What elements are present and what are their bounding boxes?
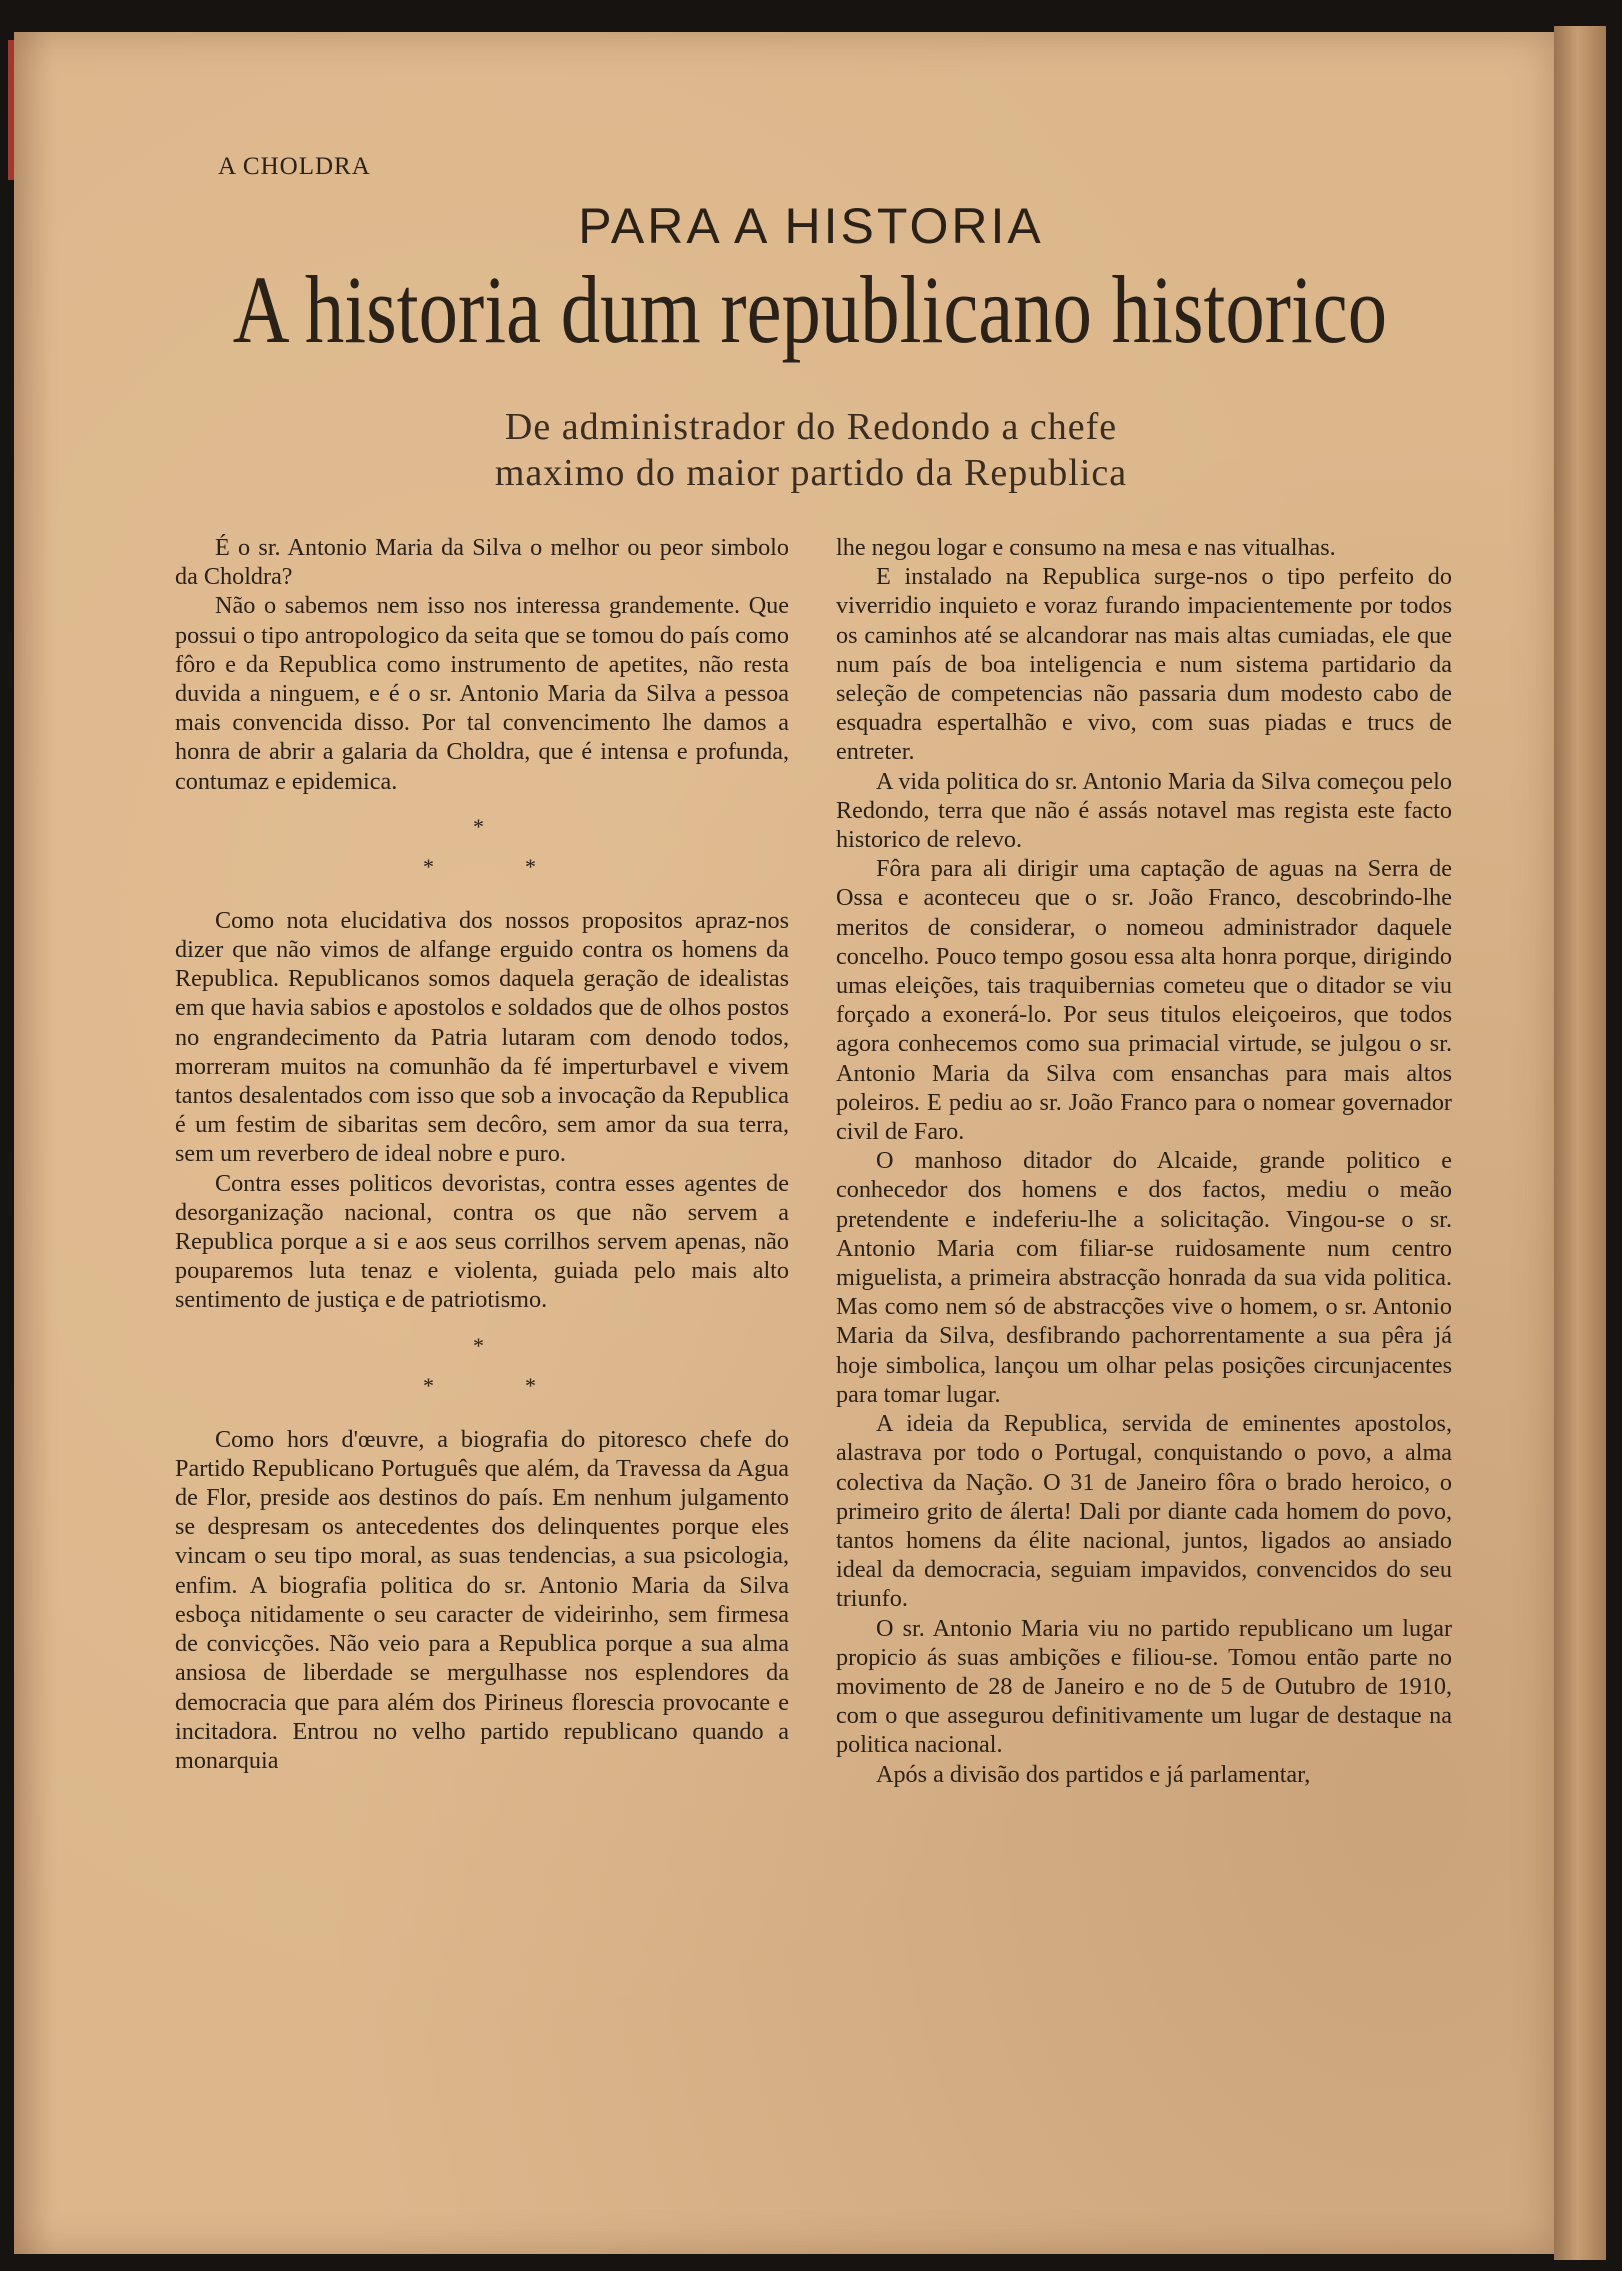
- left-column: [175, 533, 789, 1775]
- masthead: A CHOLDRA: [218, 153, 371, 180]
- paragraph: Como hors d'œuvre, a biografia do pitoresco chefe do Partido Republicano Português que além, da Travessa da Agua de Flor, preside aos destinos do país. Em nenhum julgamento se despresam os antecedentes dos delinquentes porque eles vincam o seu tipo moral, as suas tendencias, a sua psicologia, enfim. A biografia politica do sr. Antonio Maria da Silva esboça nitidamente o seu caracter de videirinho, sem firmesa de convicções. Não veio para a Republica porque a sua alma ansiosa de liberdade se mergulhasse nos esplendores da democracia que para além dos Pirineus florescia provocante e incitadora. Entrou no velho partido republicano quando a monarquia: [175, 1425, 789, 1774]
- subtitle-line: De administrador do Redondo a chefe: [504, 406, 1118, 448]
- asterisk-ornament: *: [525, 1372, 536, 1398]
- asterisk-ornament: *: [473, 813, 484, 839]
- subtitle-line: maximo do maior partido da Republica: [494, 452, 1128, 494]
- asterisk-ornament: *: [525, 853, 536, 879]
- paragraph: Como nota elucidativa dos nossos propositos apraz-nos dizer que não vimos de alfange erguido contra os homens da Republica. Republicanos somos daquela geração de idealistas em que havia sabios e apostolos e soldados que de olhos postos no engrandecimento da Patria lutaram com denodo todos, morreram muitos na comunhão da fé imperturbavel e vivem tantos desalentados com isso que sob a invocação da Republica é um festim de sibaritas sem decôro, sem amor da sua terra, sem um reverbero de ideal nobre e puro.: [175, 906, 789, 1168]
- paragraph: Contra esses politicos devoristas, contra esses agentes de desorganização nacional, contra os que não servem a Republica porque a si e aos seus corrilhos servem apenas, não pouparemos luta tenaz e violenta, guiada pelo mais alto sentimento de justiça e de patriotismo.: [175, 1169, 789, 1314]
- asterisk-ornament: *: [423, 853, 434, 879]
- paragraph: É o sr. Antonio Maria da Silva o melhor ou peor simbolo da Choldra?: [175, 534, 789, 591]
- asterisk-ornament: *: [423, 1372, 434, 1398]
- paragraph: A vida politica do sr. Antonio Maria da Silva começou pelo Redondo, terra que não é assás notavel mas regista este facto historico de relevo.: [836, 767, 1452, 854]
- asterisk-ornament: *: [473, 1332, 484, 1358]
- paragraph: Fôra para ali dirigir uma captação de aguas na Serra de Ossa e aconteceu que o sr. João Franco, descobrindo-lhe meritos de considerar, o nomeou administrador daquele concelho. Pouco tempo gosou essa alta honra porque, dirigindo umas eleições, tais traquibernias cometeu que o ditador se viu forçado a exonerá-lo. Por seus titulos eleiçoeiros, que todos agora conhecemos como sua primacial virtude, se julgou o sr. Antonio Maria da Silva com ensanchas para mais altos poleiros. E pediu ao sr. João Franco para o nomear governador civil de Faro.: [836, 855, 1452, 1146]
- paragraph: lhe negou logar e consumo na mesa e nas vitualhas.: [836, 534, 1336, 561]
- paragraph: Não o sabemos nem isso nos interessa grandemente. Que possui o tipo antropologico da seita que se tomou do país como fôro e da Republica como instrumento de apetites, não resta duvida a ninguem, e é o sr. Antonio Maria da Silva a pessoa mais convencida disso. Por tal convencimento lhe damos a honra de abrir a galaria da Choldra, que é intensa e profunda, contumaz e epidemica.: [175, 592, 789, 795]
- section-separator: [175, 1315, 789, 1425]
- paragraph: E instalado na Republica surge-nos o tipo perfeito do viverridio inquieto e voraz furando impacientemente por todos os caminhos até se alcandorar nas mais altas cumiadas, ele que num país de boa inteligencia e num sistema partidario da seleção de competencias não passaria dum modesto cabo de esquadra espertalhão e vivo, com suas piadas e trucs de entreter.: [836, 563, 1452, 766]
- section-separator: [175, 796, 789, 906]
- paragraph: A ideia da Republica, servida de eminentes apostolos, alastrava por todo o Portugal, conquistando o povo, a alma colectiva da Nação. O 31 de Janeiro fôra o brado heroico, o primeiro grito de álerta! Dali por diante cada homem do povo, tantos homens da élite nacional, juntos, ligados ao ansiado ideal da democracia, seguiam impavidos, convencidos do seu triunfo.: [836, 1410, 1452, 1613]
- paragraph: O manhoso ditador do Alcaide, grande politico e conhecedor dos homens e dos factos, mediu o meão pretendente e indeferiu-lhe a solicitação. Vingou-se o sr. Antonio Maria com filiar-se ruidosamente num centro miguelista, a primeira abstracção honrada da sua vida politica. Mas como nem só de abstracções vive o homem, o sr. Antonio Maria da Silva, desfibrando pachorrentamente a sua pêra já hoje simbolica, lançou um olhar pelas posições circunjacentes para tomar lugar.: [836, 1147, 1452, 1408]
- paragraph: Após a divisão dos partidos e já parlamentar,: [876, 1760, 1311, 1788]
- article-headline: A historia dum republicano historico: [232, 256, 1388, 363]
- paragraph: O sr. Antonio Maria viu no partido republicano um lugar propicio ás suas ambições e filiou-se. Tomou então parte no movimento de 28 de Janeiro e no de 5 de Outubro de 1910, com o que assegurou definitivamente um lugar de destaque na politica nacional.: [836, 1614, 1452, 1759]
- section-kicker: PARA A HISTORIA: [578, 198, 1044, 254]
- right-column: [836, 533, 1452, 1789]
- article-subtitle: [0, 404, 1622, 496]
- facing-page-edge: [1554, 26, 1606, 2260]
- binding-strip: [8, 40, 14, 180]
